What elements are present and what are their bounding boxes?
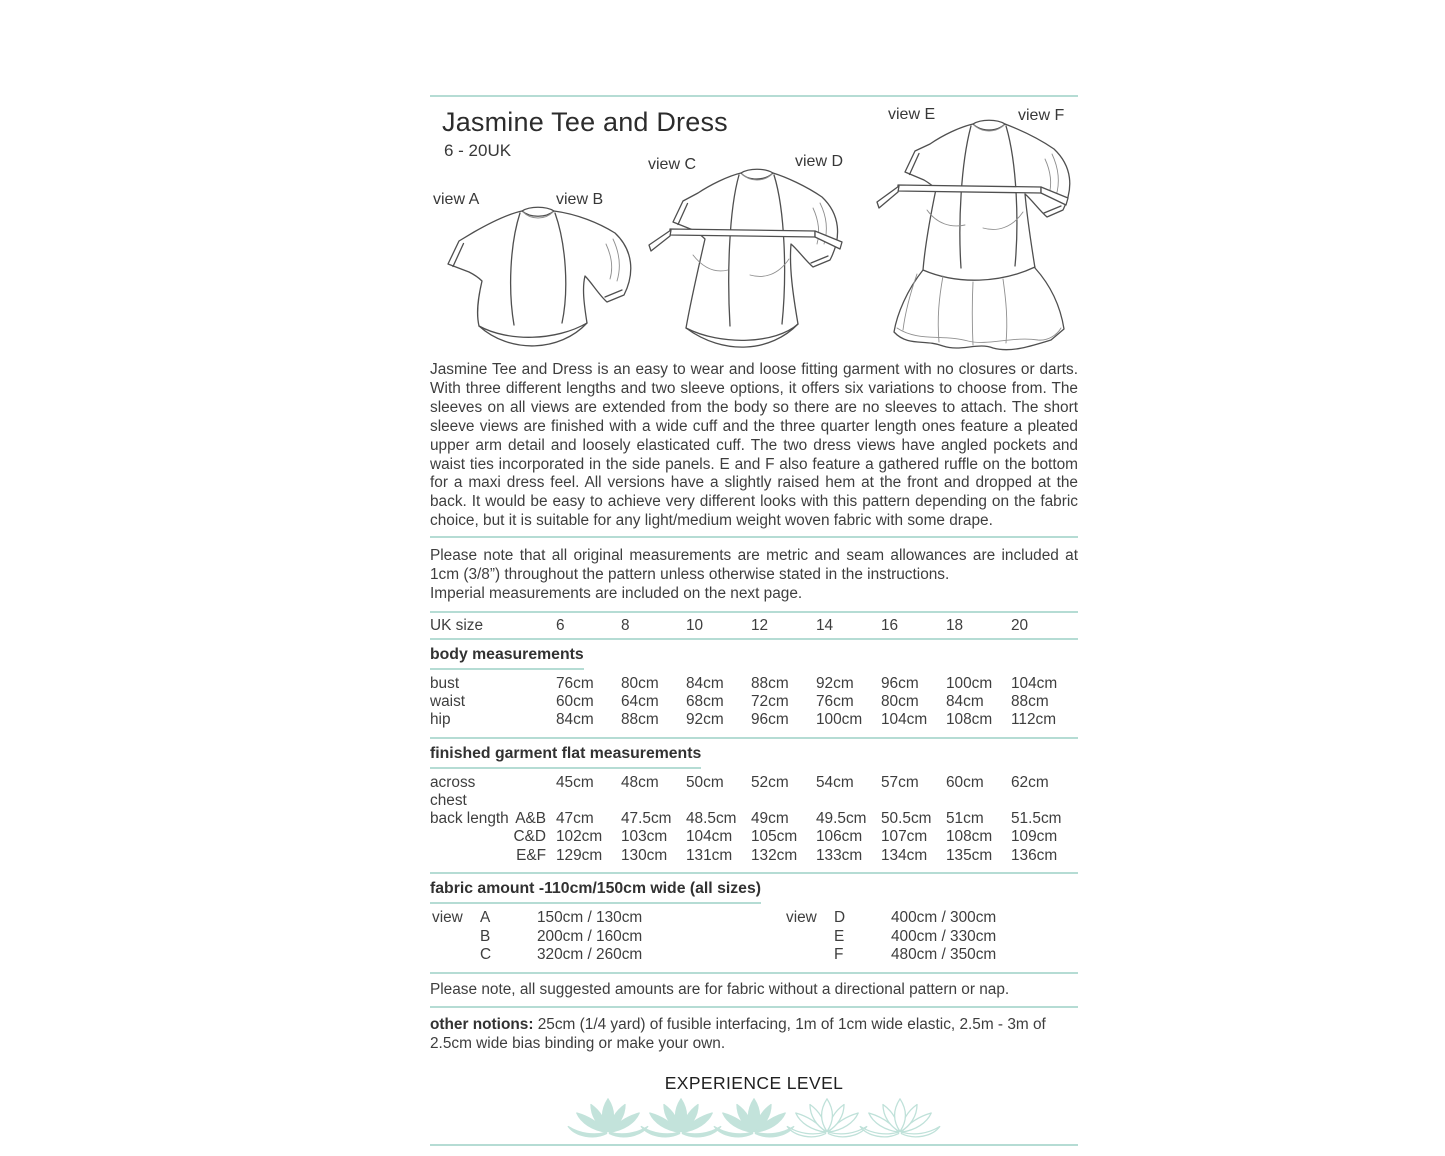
table-row: back length A&B 47cm 47.5cm 48.5cm 49cm 49.5cm 50.5cm 51cm 51.5cm bbox=[430, 810, 1062, 828]
view-a-label: view A bbox=[433, 191, 480, 208]
fabric-row: C 320cm / 260cm bbox=[480, 946, 643, 964]
view-e-label: view E bbox=[888, 106, 936, 123]
tee-view-ab-illustration bbox=[438, 202, 643, 352]
lotus-icon bbox=[854, 1096, 946, 1140]
header bbox=[430, 97, 1078, 355]
fabric-amount-table bbox=[430, 909, 1078, 967]
other-notions bbox=[430, 1016, 1078, 1054]
bottom-rule bbox=[430, 1144, 1078, 1146]
table-row: E&F 129cm 130cm 131cm 132cm 133cm 134cm 135cm 136cm bbox=[516, 846, 1058, 864]
fabric-row: B 200cm / 160cm bbox=[480, 927, 643, 945]
fabric-row: view D 400cm / 300cm bbox=[786, 908, 997, 926]
divider-rule bbox=[430, 972, 1078, 974]
finished-measurements-heading: finished garment flat measurements bbox=[430, 745, 1078, 769]
size-col: 10 bbox=[686, 616, 704, 634]
finished-measurements-table bbox=[430, 774, 1078, 865]
experience-level-rating bbox=[430, 1096, 1078, 1140]
table-row: hip 84cm 88cm 92cm 96cm 100cm 104cm 108cm 112cm bbox=[430, 711, 1057, 729]
experience-level-heading: EXPERIENCE LEVEL bbox=[664, 1073, 844, 1094]
dress-view-ef-illustration bbox=[873, 118, 1088, 353]
body-measurements-heading: body measurements bbox=[430, 646, 1078, 670]
size-col: 20 bbox=[1011, 616, 1029, 634]
fabric-col-def bbox=[786, 909, 996, 965]
view-b-label: view B bbox=[556, 191, 604, 208]
view-d-label: view D bbox=[795, 153, 844, 170]
size-col: 8 bbox=[621, 616, 630, 634]
divider-rule bbox=[430, 536, 1078, 538]
uk-size-row bbox=[430, 613, 1078, 638]
fabric-row: F 480cm / 350cm bbox=[834, 946, 997, 964]
table-row: across chest 45cm 48cm 50cm 52cm 54cm 57cm 60cm 62cm bbox=[430, 773, 1049, 809]
page-title: Jasmine Tee and Dress bbox=[442, 107, 728, 137]
size-col: 12 bbox=[751, 616, 769, 634]
view-f-label: view F bbox=[1018, 107, 1065, 124]
size-range: 6 - 20UK bbox=[444, 141, 512, 160]
pattern-description: Jasmine Tee and Dress is an easy to wear and loose fitting garment with no closures or darts. With three different lengths and two sleeve options, it offers six variations to choose from. The sleeves on all views are extended from the body so there are no sleeves to attach. The short sleeve views are finished with a wide cuff and the three quarter length ones feature a pleated upper arm detail and loosely elasticated cuff. The two dress views have angled pockets and waist ties incorporated in the side panels. E and F also feature a gathered ruffle on the bottom for a maxi dress feel. All versions have a slightly raised hem at the front and dropped at the back. It would be easy to achieve very different looks with this pattern depending on the fabric choice, but it is suitable for any light/medium weight woven fabric with some drape. bbox=[430, 361, 1078, 530]
other-notions-label: other notions: bbox=[430, 1015, 534, 1033]
divider-rule bbox=[430, 638, 1078, 640]
dress-view-cd-illustration bbox=[646, 165, 874, 357]
divider-rule bbox=[430, 872, 1078, 874]
metric-note bbox=[430, 547, 1078, 604]
divider-rule bbox=[430, 737, 1078, 739]
metric-note-line2: Imperial measurements are included on the next page. bbox=[430, 584, 803, 602]
fabric-row: E 400cm / 330cm bbox=[834, 927, 997, 945]
size-col: 6 bbox=[556, 616, 565, 634]
fabric-note: Please note, all suggested amounts are for fabric without a directional pattern or nap. bbox=[430, 980, 1010, 998]
content-column bbox=[430, 95, 1078, 1146]
table-row: waist 60cm 64cm 68cm 72cm 76cm 80cm 84cm 88cm bbox=[430, 693, 1049, 711]
table-row: bust 76cm 80cm 84cm 88cm 92cm 96cm 100cm 104cm bbox=[430, 675, 1058, 693]
size-col: 18 bbox=[946, 616, 964, 634]
view-c-label: view C bbox=[648, 156, 697, 173]
other-notions-text: 25cm (1/4 yard) of fusible interfacing, 1m of 1cm wide elastic, 2.5m - 3m of 2.5cm wide bias binding or make your own. bbox=[430, 1015, 1046, 1052]
metric-note-line1: Please note that all original measurements are metric and seam allowances are included at 1cm (3/8”) throughout the pattern unless otherwise stated in the instructions. bbox=[430, 547, 1078, 584]
fabric-amount-heading: fabric amount -110cm/150cm wide (all sizes) bbox=[430, 880, 1078, 904]
fabric-col-abc bbox=[432, 909, 642, 965]
table-row: C&D 102cm 103cm 104cm 105cm 106cm 107cm 108cm 109cm bbox=[513, 828, 1058, 846]
divider-rule bbox=[430, 1006, 1078, 1008]
size-col: 16 bbox=[881, 616, 899, 634]
fabric-row: view A 150cm / 130cm bbox=[432, 908, 643, 926]
body-measurements-table bbox=[430, 675, 1078, 730]
uk-size-label: UK size bbox=[430, 616, 484, 634]
size-col: 14 bbox=[816, 616, 834, 634]
